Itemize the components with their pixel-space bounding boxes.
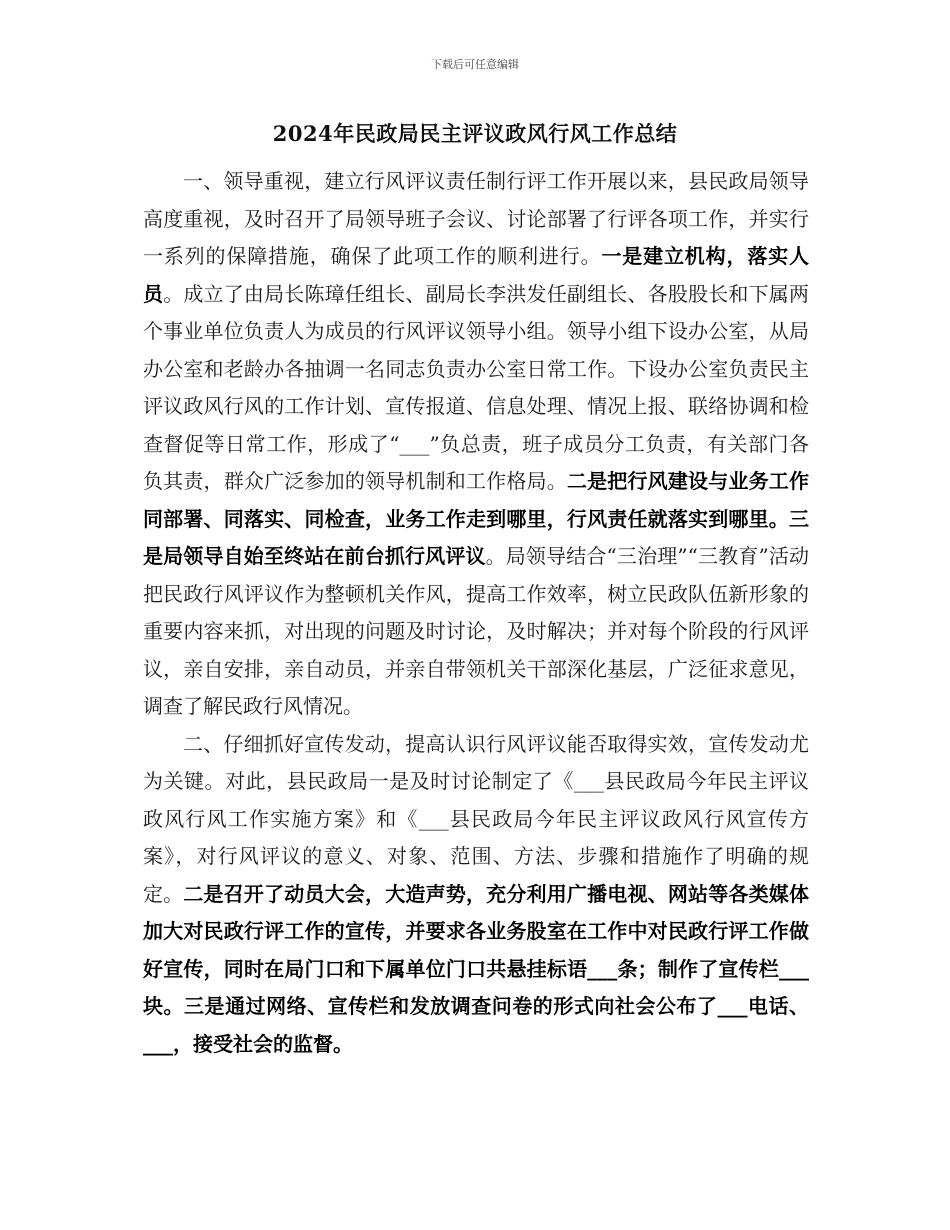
paragraph-2	[143, 726, 809, 1064]
paragraph-1-bold-segment: 一是建立机构，落实人员	[143, 244, 810, 306]
paragraph-1	[143, 163, 809, 726]
document-title: 2024年民政局民主评议政风行风工作总结	[272, 121, 678, 146]
paragraph-2-bold-segment: 二是召开了动员大会，大造声势，充分利用广播电视、网站等各类媒体加大对民政行评工作的宣传，并要求各业务股室在工作中对民政行评工作做好宣传，同时在局门口和下属单位门口共悬挂标语___条；制作了宣传栏___块。三是通过网络、宣传栏和发放调查问卷的形式向社会公布了___电话、___，接受社会的监督。	[143, 881, 809, 1056]
paragraph-1-segment: 。成立了由局长陈璋任组长、副局长李洪发任副组长、各股股长和下属两个事业单位负责人为成员的行风评议领导小组。领导小组下设办公室，从局办公室和老龄办各抽调一名同志负责办公室日常工作。下设办公室负责民主评议政风行风的工作计划、宣传报道、信息处理、情况上报、联络协调和检查督促等日常工作，形成了“___”负总责，班子成员分工负责，有关部门各负其责，群众广泛参加的领导机制和工作格局。	[143, 281, 809, 493]
paragraph-1-bold-segment: 二是把行风建设与业务工作同部署、同落实、同检查，业务工作走到哪里，行风责任就落实到哪里。三是局领导自始至终站在前台抓行风评议	[143, 469, 809, 568]
document-body	[143, 163, 809, 1063]
header-note: 下载后可任意编辑	[431, 58, 519, 71]
paragraph-2-segment: 二、仔细抓好宣传发动，提高认识行风评议能否取得实效，宣传发动尤为关键。对此，县民政局一是及时讨论制定了《___县民政局今年民主评议政风行风工作实施方案》和《___县民政局今年民主评议政风行风宣传方案》，对行风评议的意义、对象、范围、方法、步骤和措施作了明确的规定。	[143, 731, 809, 906]
paragraph-1-segment: 。局领导结合“三治理”“三教育”活动把民政行风评议作为整顿机关作风，提高工作效率，树立民政队伍新形象的重要内容来抓，对出现的问题及时讨论，及时解决；并对每个阶段的行风评议，亲自安排，亲自动员，并亲自带领机关干部深化基层，广泛征求意见，调查了解民政行风情况。	[143, 544, 809, 718]
paragraph-1-segment: 一、领导重视，建立行风评议责任制行评工作开展以来，县民政局领导高度重视，及时召开了局领导班子会议、讨论部署了行评各项工作，并实行一系列的保障措施，确保了此项工作的顺利进行。	[143, 169, 809, 268]
